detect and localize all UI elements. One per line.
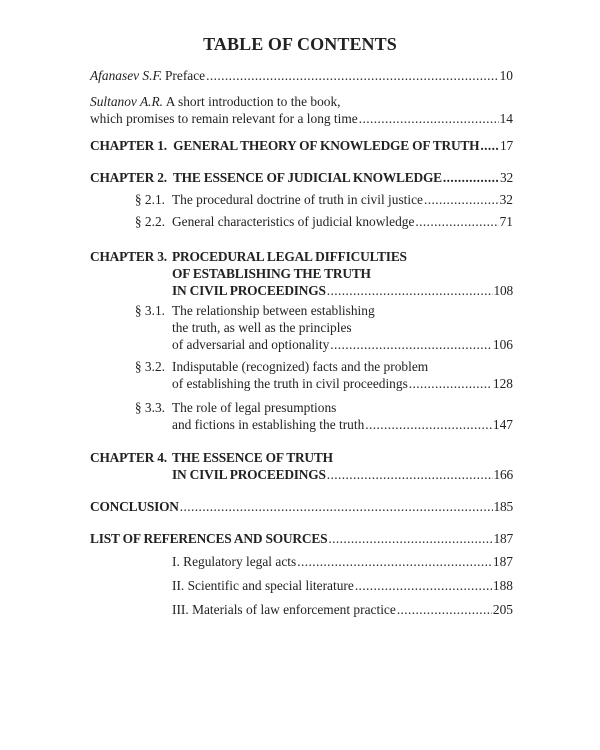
page-number: 10 [499,68,513,83]
toc-entry-introduction[interactable] [90,93,513,127]
dot-leader [180,498,493,515]
references-title: LIST OF REFERENCES AND SOURCES [90,531,328,546]
dot-leader [328,530,492,547]
section-number: § 3.2. [134,359,165,374]
page-number: 17 [500,138,513,153]
page-title: TABLE OF CONTENTS [203,34,397,54]
toc-entry-section-3-1[interactable] [90,302,513,353]
chapter-title-line-2: OF ESTABLISHING THE TRUTH [172,266,371,281]
section-title-line-2: and fictions in establishing the truth [172,417,365,432]
chapter-label: CHAPTER 3. [90,249,167,264]
references-subtitle: III. Materials of law enforcement practice [172,602,396,617]
toc-entry-conclusion[interactable] [90,498,513,515]
page-number: 185 [493,499,513,514]
section-title-line-3: of adversarial and optionality [172,337,330,352]
section-number: § 2.2. [134,214,165,229]
toc-entry-chapter-1[interactable] [90,137,513,154]
dot-leader [424,191,499,208]
references-subtitle: I. Regulatory legal acts [172,554,297,569]
toc-entry-preface[interactable] [90,67,513,84]
toc-entry-chapter-3[interactable] [90,248,513,299]
dot-leader [327,282,493,299]
entry-author: Afanasev S.F. [90,68,163,83]
references-subtitle: II. Scientific and special literature [172,578,354,593]
dot-leader [443,169,499,186]
dot-leader [355,577,492,594]
section-title-line-2: the truth, as well as the principles [172,320,352,335]
dot-leader [359,110,499,127]
toc-entry-section-3-2[interactable] [90,358,513,392]
section-title-line-2: of establishing the truth in civil proceedings [172,376,408,391]
page-number: 32 [499,192,513,207]
section-title-line-1: The relationship between establishing [172,303,375,318]
section-title-line-1: Indisputable (recognized) facts and the problem [172,359,429,374]
dot-leader [206,67,499,84]
toc-entry-references-3[interactable] [90,601,513,618]
page-number: 128 [492,376,513,391]
chapter-title-line-3: IN CIVIL PROCEEDINGS [172,283,326,298]
chapter-label: CHAPTER 4. [90,450,167,465]
page-number: 188 [492,578,513,593]
page-number: 147 [492,417,513,432]
page-number: 187 [492,554,513,569]
page-number: 71 [499,214,513,229]
section-title-line-1: The role of legal presumptions [172,400,337,415]
section-title: General characteristics of judicial knowledge [172,214,415,229]
entry-title: Preface [164,68,206,83]
entry-title-line-2: which promises to remain relevant for a long time [90,111,358,126]
page-number: 32 [500,170,513,185]
page-number: 14 [499,111,513,126]
dot-leader [480,137,499,154]
toc-entry-section-2-2[interactable] [90,213,513,230]
section-number: § 3.1. [134,303,165,318]
dot-leader [365,416,492,433]
chapter-title: GENERAL THEORY OF KNOWLEDGE OF TRUTH [173,138,480,153]
chapter-label: CHAPTER 1. [90,138,167,153]
page-number: 166 [493,467,513,482]
chapter-title-line-1: THE ESSENCE OF TRUTH [172,450,333,465]
toc-entry-chapter-4[interactable] [90,449,513,483]
dot-leader [409,375,492,392]
conclusion-title: CONCLUSION [90,499,179,514]
dot-leader [327,466,493,483]
chapter-title-line-1: PROCEDURAL LEGAL DIFFICULTIES [172,249,407,264]
page-number: 205 [492,602,513,617]
toc-entry-references[interactable] [90,530,513,547]
dot-leader [330,336,492,353]
page-number: 108 [493,283,513,298]
entry-title-line-1: A short introduction to the book, [165,94,341,109]
toc-entry-chapter-2[interactable] [90,169,513,186]
dot-leader [397,601,492,618]
page-number: 187 [493,531,513,546]
chapter-title-line-2: IN CIVIL PROCEEDINGS [172,467,326,482]
chapter-label: CHAPTER 2. [90,170,167,185]
section-number: § 2.1. [134,192,165,207]
dot-leader [415,213,498,230]
entry-author: Sultanov A.R. [90,94,164,109]
toc-entry-section-3-3[interactable] [90,399,513,433]
toc-entry-references-1[interactable] [90,553,513,570]
toc-entry-section-2-1[interactable] [90,191,513,208]
chapter-title: THE ESSENCE OF JUDICIAL KNOWLEDGE [172,170,442,185]
section-number: § 3.3. [134,400,165,415]
toc-entry-references-2[interactable] [90,577,513,594]
section-title: The procedural doctrine of truth in civil justice [172,192,423,207]
page-number: 106 [492,337,513,352]
dot-leader [297,553,492,570]
